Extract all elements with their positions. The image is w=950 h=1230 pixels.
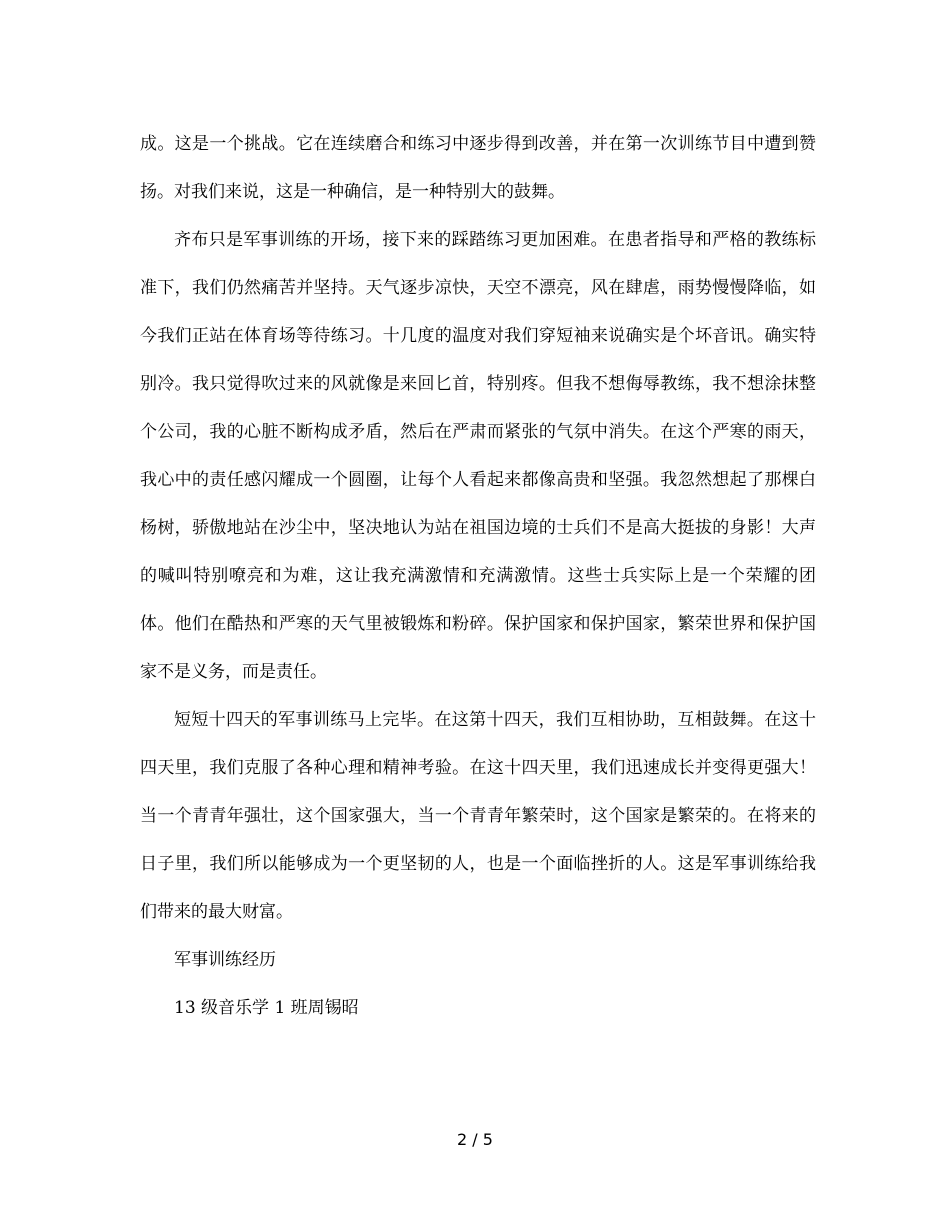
- page-number: 2 / 5: [457, 1130, 493, 1149]
- paragraph-conclusion: 短短十四天的军事训练马上完毕。在这第十四天，我们互相协助，互相鼓舞。在这十四天里，我们克服了各种心理和精神考验。在这十四天里，我们迅速成长并变得更强大！当一个青青年强壮，这个国家强大，当一个青青年繁荣时，这个国家是繁荣的。在将来的日子里，我们所以能够成为一个更坚韧的人，也是一个面临挫折的人。这是军事训练给我们带来的最大财富。: [140, 710, 816, 922]
- document-body: [140, 120, 816, 1032]
- paragraph-continuation: 成。这是一个挑战。它在连续磨合和练习中逐步得到改善，并在第一次训练节目中遭到赞扬。对我们来说，这是一种确信，是一种特别大的鼓舞。: [140, 134, 816, 202]
- essay-title: 军事训练经历: [174, 950, 276, 970]
- author-line: 13 级音乐学 1 班周锡昭: [174, 998, 359, 1018]
- paragraph-training-hardship: 齐布只是军事训练的开场，接下来的踩踏练习更加困难。在患者指导和严格的教练标准下，我们仍然痛苦并坚持。天气逐步凉快，天空不漂亮，风在肆虐，雨势慢慢降临，如今我们正站在体育场等待练习。十几度的温度对我们穿短袖来说确实是个坏音讯。确实特别冷。我只觉得吹过来的风就像是来回匕首，特别疼。但我不想侮辱教练，我不想涂抹整个公司，我的心脏不断构成矛盾，然后在严肃而紧张的气氛中消失。在这个严寒的雨天，我心中的责任感闪耀成一个圆圈，让每个人看起来都像高贵和坚强。我忽然想起了那棵白杨树，骄傲地站在沙尘中，坚决地认为站在祖国边境的士兵们不是高大挺拔的身影！大声的喊叫特别嘹亮和为难，这让我充满激情和充满激情。这些士兵实际上是一个荣耀的团体。他们在酷热和严寒的天气里被锻炼和粉碎。保护国家和保护国家，繁荣世界和保护国家不是义务，而是责任。: [140, 230, 816, 682]
